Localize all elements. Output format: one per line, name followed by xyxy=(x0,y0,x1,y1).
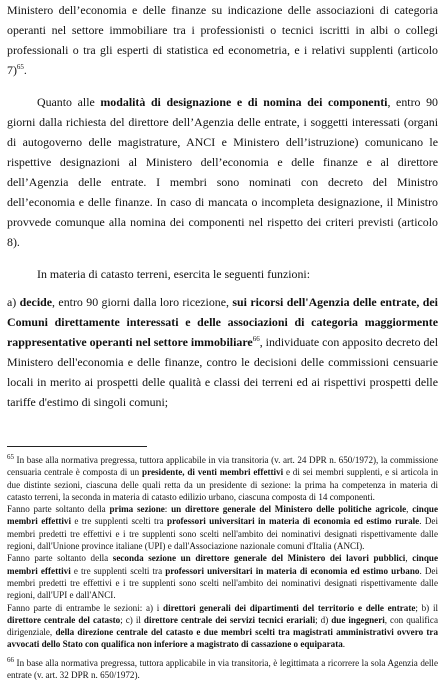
paragraph-functions-intro: In materia di catasto terreni, esercita le seguenti funzioni: xyxy=(37,267,311,281)
footnote-66: $^{66}$ In base alla normativa pregressa, tuttora applicabile in via transitoria, è legittimata a ricorrere la sola Agenzia delle entrate (v. art. 32 DPR n. 650/1972). xyxy=(7,655,438,681)
paragraph-designation: Quanto alle modalità di designazione e di nomina dei componenti, entro 90 giorni dalla richiesta del direttore dell’Agenzia delle entrate, i soggetti interessati (organi di autogoverno delle magistrature, ANCI e Ministero dell’istruzione) comunicano le rispettive designazioni al Ministero dell’economia e delle finanze e al direttore dell’Agenzia delle entrate. I membri sono nominati con decreto del Ministro dell’economia e delle finanze. In caso di mancata o incompleta designazione, il Ministro provvede comunque alla nomina dei componenti nel rispetto dei criteri previsti (articolo 8). xyxy=(7,95,438,249)
footnote-ref-66: 66 xyxy=(252,335,260,344)
footnotes xyxy=(7,454,438,681)
footnote-65: $^{65}$ In base alla normativa pregressa, tuttora applicabile in via transitoria (v. art. 24 DPR n. 650/1972), la commissione censuaria centrale è composta di un presidente, di venti membri effettivi e di sei membri supplenti, e si articola in due distinte sezioni, ciascuna delle quali retta da un presidente di sezione: la prima ha competenza in materia di catasto terreni, la seconda in materia di catasto edilizio urbano, ciascuna composta di 14 componenti. xyxy=(7,452,438,502)
footnote-separator xyxy=(7,446,147,447)
main-text xyxy=(7,0,438,412)
paragraph-composition: Ministero dell’economia e delle finanze su indicazione delle associazioni di categoria operanti nel settore immobiliare tra i professionisti o tecnici iscritti in albi o collegi professionali o tra gli esperti di statistica ed econometria, e i relativi supplenti (articolo 7)$^{65}$. xyxy=(7,3,438,77)
paragraph-function-a: a) decide, entro 90 giorni dalla loro ricezione, sui ricorsi dell'Agenzia delle entrate, dei Comuni direttamente interessati e delle associazioni di categoria maggiormente rappresentative operanti nel settore immobiliare$^{66}$, individuate con apposito decreto del Ministero dell'economia e delle finanze, contro le decisioni delle commissioni censuarie locali in merito ai prospetti delle qualità e classi dei terreni ed ai rispettivi prospetti delle tariffe d'estimo di singoli comuni; xyxy=(7,295,439,409)
footnote-ref-65: 65 xyxy=(16,63,24,72)
footnote-65-both-sections: Fanno parte di entrambe le sezioni: a) i direttori generali dei dipartimenti del territorio e delle entrate; b) il direttore centrale del catasto; c) il direttore centrale dei servizi tecnici erariali; d) due ingegneri, con qualifica dirigenziale, della direzione centrale del catasto e due membri scelti tra magistrati amministrativi ovvero tra avvocati dello Stato con qualifica non inferiore a magistrato di cassazione o equiparata. xyxy=(7,602,439,650)
footnote-65-first-section: Fanno parte soltanto della prima sezione: un direttore generale del Ministero delle politiche agricole, cinque membri effettivi e tre supplenti scelti tra professori universitari in materia di economia ed estimo rurale. Dei membri predetti tre effettivi e i tre supplenti sono scelti nell'ambito dei nominativi designati rispettivamente dalle regioni, dall'Unione province italiane (UPI) e dall'Associazione nazionale comuni d'Italia (ANCI). xyxy=(7,504,438,552)
footnote-65-second-section: Fanno parte soltanto della seconda sezione un direttore generale del Ministero dei lavori pubblici, cinque membri effettivi e tre supplenti scelti tra professori universitari in materia di economia ed estimo urbano. Dei membri predetti tre effettivi e i tre supplenti sono scelti nell'ambito dei nominativi designati rispettivamente dalle regioni, dall'UPI e dall'ANCI. xyxy=(7,553,439,601)
